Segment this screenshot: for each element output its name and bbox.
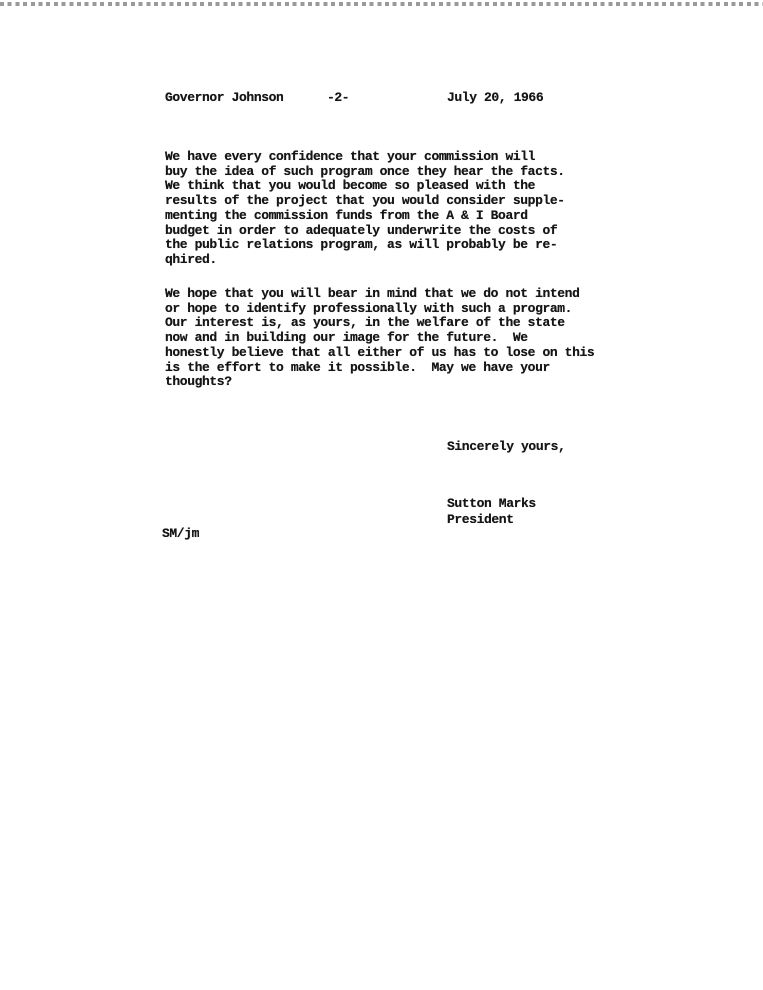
typist-initials: SM/jm [162, 526, 200, 541]
header-addressee: Governor Johnson [165, 90, 284, 105]
letter-line: honestly believe that all either of us has to lose on this [165, 344, 595, 360]
letter-line: budget in order to adequately underwrite the costs of [165, 222, 558, 238]
header-date: July 20, 1966 [447, 90, 544, 105]
letter-line: buy the idea of such program once they hear the facts. [165, 163, 565, 179]
letter-line: qhired. [165, 251, 217, 267]
letter-paragraph-2 [165, 287, 594, 390]
letter-line: the public relations program, as will probably be re- [165, 237, 558, 253]
header-page-number: -2- [327, 90, 350, 105]
letter-line: results of the project that you would consider supple- [165, 193, 565, 209]
letter-line: Our interest is, as yours, in the welfare of the state [165, 315, 565, 331]
letter-line: We hope that you will bear in mind that we do not intend [165, 286, 580, 301]
letter-line: is the effort to make it possible. May we have your [165, 359, 550, 375]
letter-line: now and in building our image for the future. We [165, 330, 528, 346]
letter-line: menting the commission funds from the A & I Board [165, 207, 528, 223]
letter-paragraph-1 [165, 150, 565, 268]
signature-title: President [447, 512, 514, 527]
signature-block [447, 496, 536, 528]
letter-line: or hope to identify professionally with such a program. [165, 300, 573, 316]
letter-line: We think that you would become so pleased with the [165, 178, 536, 194]
letter-line: thoughts? [165, 374, 232, 390]
letter-line: We have every confidence that your commission will [165, 149, 536, 164]
top-dashed-border [0, 2, 763, 6]
signature-closing: Sincerely yours, [447, 439, 566, 454]
signature-name: Sutton Marks [447, 496, 536, 511]
